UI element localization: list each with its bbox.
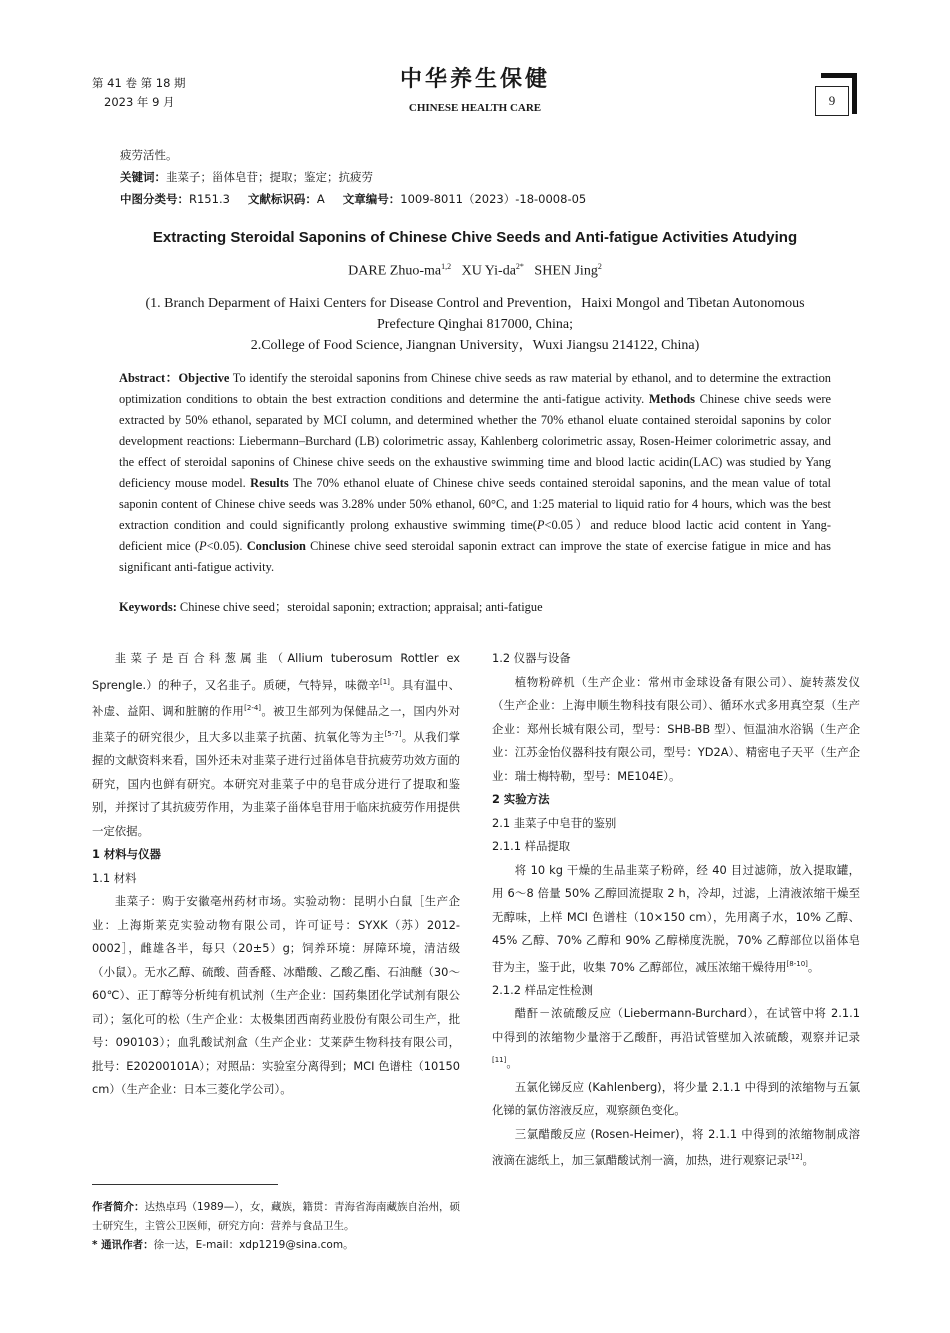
corr-label: * 通讯作者：	[92, 1239, 154, 1251]
subsection-heading: 1.1 材料	[92, 870, 137, 885]
en-title: Extracting Steroidal Saponins of Chinese Chive Seeds and Anti-fatigue Activities Atudying	[152, 229, 798, 246]
kahlenberg-paragraph: 五氯化锑反应 (Kahlenberg)，将少量 2.1.1 中得到的浓缩物与五氯化锑的氯仿溶液反应，观察颜色变化。	[492, 1079, 860, 1118]
conclusion-label: Conclusion	[246, 539, 306, 553]
body-left-column	[92, 647, 460, 1102]
journal-masthead	[0, 62, 950, 114]
rosen-text: 。	[802, 1152, 814, 1167]
journal-title-en: CHINESE HEALTH CARE	[408, 102, 542, 114]
results-text-2: <0.05）and reduce blood lactic acid content in Yang-deficient mice (	[119, 518, 831, 553]
en-keywords-text: Chinese chive seed；steroidal saponin; extraction; appraisal; anti-fatigue	[176, 600, 543, 614]
clc-label: 中图分类号：	[120, 192, 189, 206]
conclusion-text: Chinese chive seed steroidal saponin extract can improve the state of exercise fatigue in mice and has significant anti-fatigue activity.	[119, 539, 832, 574]
author-sup: 2*	[515, 262, 524, 271]
intro-text: 韭菜子是百合科葱属韭（Allium tuberosum Rottler ex Sprengle.）的种子，又名韭子。质硬，气特异，味微辛	[92, 651, 460, 692]
results-text-3: <0.05).	[206, 539, 247, 553]
intro-text: 。具有温中、补虚、益阳、调和脏腑的作用	[92, 677, 460, 718]
body-right-column	[492, 647, 860, 1172]
article-no-value: 1009-8011（2023）-18-0008-05	[400, 192, 587, 206]
author-name: DARE Zhuo-ma	[348, 263, 442, 279]
citation: [2-4]	[244, 703, 262, 712]
lb-test-text: 。	[506, 1056, 518, 1071]
citation: [11]	[492, 1056, 507, 1065]
intro-text: 。被卫生部列为保健品之一，国内外对韭菜子的研究很少，且大多以韭菜子抗菌、抗氧化等为主	[92, 703, 460, 744]
article-no-label: 文章编号：	[342, 192, 401, 206]
journal-title-cn: 中华养生保健	[399, 66, 550, 92]
instruments-paragraph: 植物粉碎机（生产企业：常州市金球设备有限公司）、旋转蒸发仪（生产企业：上海申顺生物科技有限公司）、循环水式多用真空泵（生产企业：郑州长城有限公司，型号：SHB-BB 型）、恒温油水浴锅（生产企业：江苏金怡仪器科技有限公司，型号：YD2A）、精密电子天平（生产企业：瑞士梅特勒，型号：ME104E）。	[492, 674, 860, 783]
citation: [5-7]	[384, 730, 402, 739]
results-text-1: The 70% ethanol eluate of Chinese chive seeds contained steroidal saponins, and the mean value of total saponin content of Chinese chive seeds was 3.28% under 50% ethanol, 60°C, and 1:25 material to liquid ratio for 4 hours, which was the best extraction condition and could significantly prolong exhaustive swimming time(	[119, 476, 831, 532]
p-symbol: P	[198, 539, 207, 553]
extraction-text: 将 10 kg 干燥的生品韭菜子粉碎，经 40 目过滤筛，放入提取罐，用 6～8 倍量 50% 乙醇回流提取 2 h，冷却，过滤，上清液浓缩干燥至无醇味，上样 MCI 色谱柱（10×150 cm），先用离子水，10% 乙醇、45% 乙醇、70% 乙醇和 90% 乙醇梯度洗脱，70% 乙醇部位以甾体皂苷为主，鉴于此，收集 70% 乙醇部位，减压浓缩干燥待用	[492, 862, 860, 974]
methods-text: Chinese chive seeds were extracted by 50% ethanol, separated by MCI column, and determined whether the 70% ethanol eluate contained steroidal saponins by color development reactions: Liebermann–Burchard (LB) colorimetric assay, Kahlenberg colorimetric assay, Rosen-Heimer colorimetric assay, and the effect of steroidal saponins of Chinese chive seeds on the exhaustive swimming time and blood lactic acidin(LAC) was studied by Yang deficiency mouse model.	[119, 392, 831, 490]
lb-test-paragraph	[492, 1002, 860, 1075]
abstract-label: Abstract：	[119, 371, 179, 385]
author-sup: 2	[597, 262, 602, 271]
rosen-paragraph	[492, 1123, 860, 1173]
cn-keywords	[120, 166, 840, 188]
rosen-text: 三氯醋酸反应 (Rosen-Heimer)，将 2.1.1 中得到的浓缩物制成溶液滴在滤纸上，加三氯醋酸试剂一滴，加热，进行观察记录	[492, 1126, 860, 1167]
author-name: XU Yi-da	[461, 263, 516, 279]
author-bio	[92, 1198, 460, 1236]
corresponding-author	[92, 1236, 460, 1255]
footnote-rule	[92, 1184, 278, 1185]
subsubsection-heading: 2.1.2 样品定性检测	[492, 982, 593, 997]
en-keywords-label: Keywords:	[119, 600, 177, 614]
subsection-heading: 2.1 韭菜子中皂苷的鉴别	[492, 815, 617, 830]
affiliation-2: 2.College of Food Science, Jiangnan University，Wuxi Jiangsu 214122, China)	[250, 338, 700, 353]
materials-paragraph: 韭菜子：购于安徽亳州药材市场。实验动物：昆明小白鼠［生产企业：上海斯莱克实验动物有限公司，许可证号：SYXK（苏）2012-0002］，雌雄各半，每只（20±5）g；饲养环境：屏障环境，清洁级（小鼠）。无水乙醇、硫酸、茴香醛、冰醋酸、乙酸乙酯、石油醚（30～60℃）、正丁醇等分析纯有机试剂（生产企业：国药集团化学试剂有限公司）；氢化可的松（生产企业：太极集团西南药业股份有限公司生产，批号：090103）；血乳酸试剂盒（生产企业：艾莱萨生物科技有限公司，批号：E20200101A）；对照品：实验室分离得到；MCI 色谱柱（10150 cm）（生产企业：日本三菱化学公司）。	[92, 894, 460, 1097]
affiliation-1: (1. Branch Deparment of Haixi Centers for Disease Control and Prevention，Haixi Mongol and Tibetan Autonomous Prefecture Qinghai 817000, China;	[145, 296, 805, 332]
p-symbol: P	[536, 518, 545, 532]
citation: [1]	[380, 677, 390, 686]
extraction-text: 。	[807, 959, 820, 974]
en-abstract	[119, 368, 831, 578]
section-heading: 2 实验方法	[492, 792, 550, 806]
clc-value: R151.3	[189, 192, 230, 206]
results-label: Results	[250, 476, 289, 490]
citation: [8-10]	[786, 959, 808, 968]
cn-abstract-tail: 疲劳活性。	[120, 148, 178, 162]
en-affiliations	[120, 293, 830, 356]
lb-test-text: 醋酐－浓硫酸反应（Liebermann-Burchard），在试管中将 2.1.1 中得到的浓缩物少量溶于乙酸酐，再沿试管壁加入浓硫酸，观察并记录	[492, 1006, 860, 1044]
doc-code-label: 文献标识码：	[247, 192, 317, 206]
en-authors	[0, 262, 950, 280]
author-name: SHEN Jing	[534, 263, 598, 279]
objective-label: Objective	[178, 371, 230, 385]
author-bio-label: 作者简介：	[92, 1201, 145, 1213]
subsection-heading: 1.2 仪器与设备	[492, 651, 571, 665]
volume-issue: 第 41 卷 第 18 期	[92, 76, 186, 90]
footnote	[92, 1198, 460, 1255]
intro-text: 。从我们掌握的文献资料来看，国外还未对韭菜子进行过甾体皂苷抗疲劳功效方面的研究，国内也鲜有研究。本研究对韭菜子中的皂苷成分进行了提取和鉴别，并探讨了其抗疲劳作用，为韭菜子甾体皂苷用于临床抗疲劳作用提供一定依据。	[92, 729, 460, 838]
page-number: 9	[815, 86, 849, 116]
subsubsection-heading: 2.1.1 样品提取	[492, 839, 571, 853]
methods-label: Methods	[648, 392, 695, 406]
cn-classification	[120, 188, 840, 210]
doc-code-value: A	[316, 192, 325, 206]
cn-front-matter	[120, 144, 840, 210]
cn-keywords-label: 关键词：	[120, 170, 166, 184]
objective-text: To identify the steroidal saponins from Chinese chive seeds as raw material by ethanol, and to determine the extraction optimization conditions to obtain the best extraction conditions and determine the anti-fatigue activity.	[119, 371, 831, 406]
extraction-paragraph	[492, 859, 860, 979]
intro-paragraph	[92, 647, 460, 843]
cn-keywords-text: 韭菜子；甾体皂苷；提取；鉴定；抗疲劳	[166, 170, 373, 184]
author-bio-text: 达热卓玛（1989—），女，藏族，籍贯：青海省海南藏族自治州，硕士研究生，主管公卫医师，研究方向：营养与食品卫生。	[92, 1201, 460, 1232]
section-heading: 1 材料与仪器	[92, 847, 161, 862]
en-keywords	[119, 597, 831, 618]
corr-text: 徐一达，E-mail：xdp1219@sina.com。	[153, 1239, 354, 1251]
issue-date: 2023 年 9 月	[104, 95, 175, 109]
citation: [12]	[788, 1153, 803, 1162]
author-sup: 1,2	[441, 262, 452, 271]
